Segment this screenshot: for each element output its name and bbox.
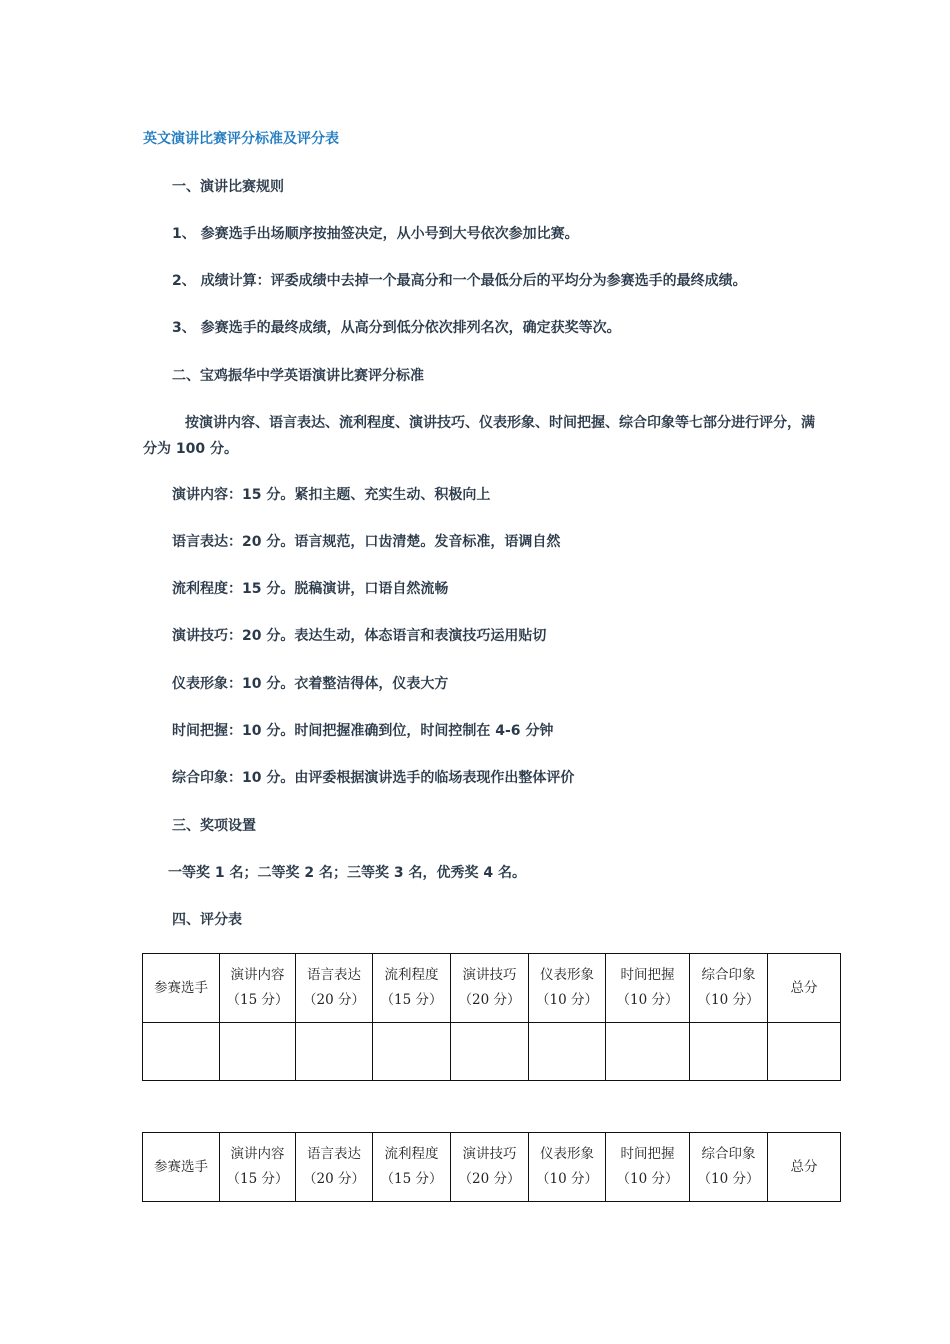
score-table	[142, 1132, 841, 1202]
criterion-item: 演讲技巧：20 分。表达生动，体态语言和表演技巧运用贴切	[172, 628, 547, 644]
table-cell[interactable]	[529, 1023, 606, 1081]
section-heading-rules: 一、演讲比赛规则	[172, 179, 284, 195]
table-cell[interactable]	[296, 1023, 373, 1081]
table-cell[interactable]	[220, 1023, 296, 1081]
table-header-row	[143, 954, 841, 1023]
header-cell: 演讲技巧 （20 分）	[451, 954, 529, 1023]
header-cell: 演讲内容 （15 分）	[220, 1133, 296, 1202]
header-cell: 仪表形象 （10 分）	[529, 1133, 606, 1202]
header-cell: 时间把握 （10 分）	[606, 954, 690, 1023]
header-cell: 时间把握 （10 分）	[606, 1133, 690, 1202]
criterion-item: 时间把握：10 分。时间把握准确到位，时间控制在 4-6 分钟	[172, 723, 554, 739]
table-cell[interactable]	[690, 1023, 768, 1081]
table-cell[interactable]	[143, 1023, 220, 1081]
criterion-item: 综合印象：10 分。由评委根据演讲选手的临场表现作出整体评价	[172, 770, 575, 786]
header-cell: 演讲内容 （15 分）	[220, 954, 296, 1023]
document-title: 英文演讲比赛评分标准及评分表	[143, 131, 339, 147]
header-cell: 演讲技巧 （20 分）	[451, 1133, 529, 1202]
section-heading-score-table: 四、评分表	[172, 912, 242, 928]
header-contestant: 参赛选手	[143, 1133, 220, 1202]
criterion-item: 语言表达：20 分。语言规范，口齿清楚。发音标准，语调自然	[172, 534, 561, 550]
awards-text: 一等奖 1 名；二等奖 2 名；三等奖 3 名，优秀奖 4 名。	[168, 865, 526, 881]
criterion-item: 演讲内容：15 分。紧扣主题、充实生动、积极向上	[172, 487, 491, 503]
rule-item: 1、 参赛选手出场顺序按抽签决定，从小号到大号依次参加比赛。	[172, 226, 579, 242]
score-table	[142, 953, 841, 1081]
header-total: 总分	[768, 954, 841, 1023]
header-cell: 综合印象 （10 分）	[690, 1133, 768, 1202]
criterion-item: 仪表形象：10 分。衣着整洁得体，仪表大方	[172, 676, 449, 692]
table-cell[interactable]	[451, 1023, 529, 1081]
header-contestant: 参赛选手	[143, 954, 220, 1023]
header-cell: 语言表达 （20 分）	[296, 954, 373, 1023]
table-cell[interactable]	[606, 1023, 690, 1081]
criterion-item: 流利程度：15 分。脱稿演讲，口语自然流畅	[172, 581, 449, 597]
header-cell: 仪表形象 （10 分）	[529, 954, 606, 1023]
table-row	[143, 1023, 841, 1081]
header-cell: 语言表达 （20 分）	[296, 1133, 373, 1202]
section-heading-awards: 三、奖项设置	[172, 818, 256, 834]
header-cell: 流利程度 （15 分）	[373, 1133, 451, 1202]
table-header-row	[143, 1133, 841, 1202]
header-cell: 流利程度 （15 分）	[373, 954, 451, 1023]
header-cell: 综合印象 （10 分）	[690, 954, 768, 1023]
table-cell[interactable]	[768, 1023, 841, 1081]
rule-item: 3、 参赛选手的最终成绩，从高分到低分依次排列名次，确定获奖等次。	[172, 320, 621, 336]
table-cell[interactable]	[373, 1023, 451, 1081]
rule-item: 2、 成绩计算：评委成绩中去掉一个最高分和一个最低分后的平均分为参赛选手的最终成绩。	[172, 273, 747, 289]
standard-intro: 按演讲内容、语言表达、流利程度、演讲技巧、仪表形象、时间把握、综合印象等七部分进行评分，满分为 100 分。	[143, 415, 815, 457]
section-heading-standard: 二、宝鸡振华中学英语演讲比赛评分标准	[172, 368, 424, 384]
header-total: 总分	[768, 1133, 841, 1202]
